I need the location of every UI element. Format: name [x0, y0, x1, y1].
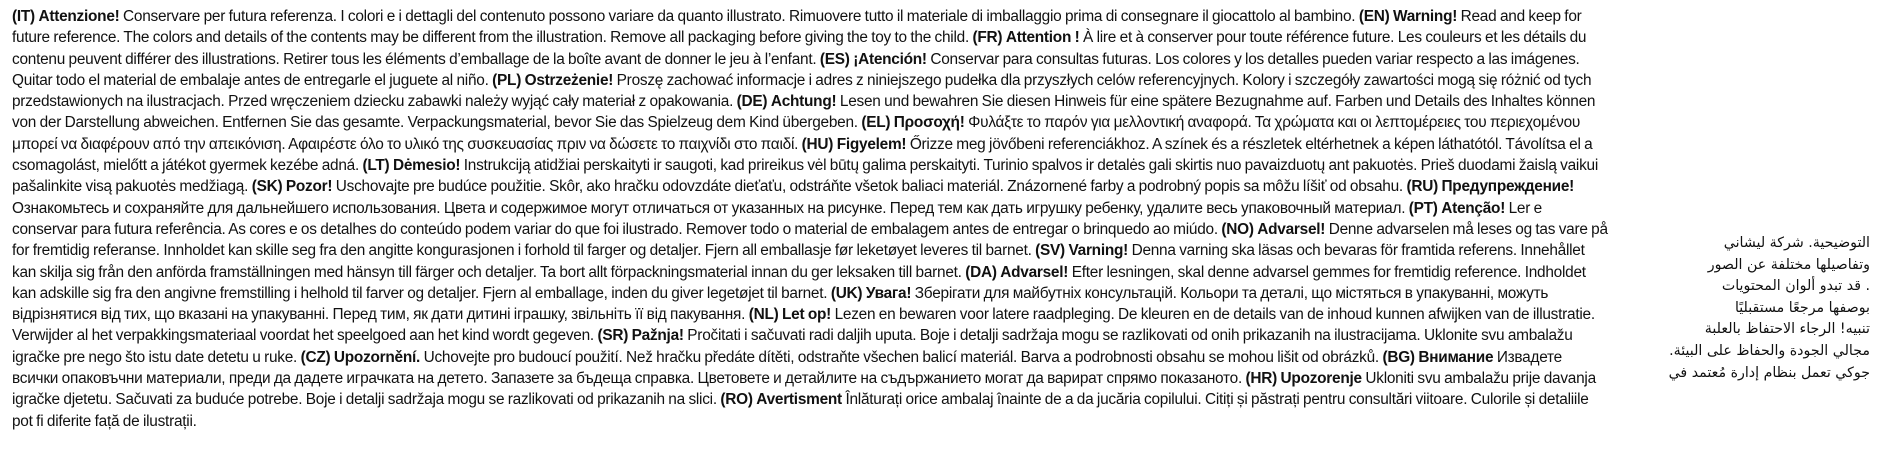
warning-heading: Upozorenje	[1280, 370, 1362, 388]
warning-cz	[301, 349, 1379, 366]
warning-heading: Achtung!	[770, 93, 837, 111]
warning-code: (NL)	[748, 306, 779, 324]
warning-text: Ler e conservar para futura referência. As cores e os detalhes do conteúdo podem variar do que foi ilustrado. Remover todo o material de embalagem antes de entregar o brinquedo ao miúdo.	[12, 199, 1542, 238]
warning-text: Read and keep for future reference. The colors and details of the contents may be different from the illustration. Remove all packaging before giving the toy to the child.	[12, 8, 1582, 47]
arabic-line: التوضيحية. شركة ليشاني	[1723, 235, 1870, 251]
warning-heading: Warning!	[1392, 8, 1458, 25]
warning-heading: Dėmesio!	[392, 157, 461, 175]
warning-text: Efter lesningen, skal denne advarsel gemmes for fremtidig reference. Indholdet kan adskille sig fra den angivne fremstilling i helhold til farver og detaljer. Fjern al emballage, inden du giver legetøjet til barnet.	[12, 263, 1586, 302]
warning-text: Conservare per futura referenza. I colori e i dettagli del contenuto possono variare da quanto illustrato. Rimuovere tutto il materiale di imballaggio prima di consegnare il giocattolo al bambino.	[123, 8, 1356, 25]
arabic-line: وتفاصيلها مختلفة عن الصور	[1707, 256, 1870, 273]
warning-text: Denne advarselen må leses og tas vare på for fremtidig referanse. Innholdet kan skille seg fra den angitte kongurasjonen i forhold til farger og detaljer. Fjern all emballasje før leketøyet leveres til barnet.	[12, 220, 1608, 260]
warning-code: (RO)	[720, 391, 753, 409]
warning-text: Őrizze meg jövőbeni referenciákhoz. A színek és a részletek eltérhetnek a képen láthatótól. Távolítsa el a csomagolást, mielőtt a játékot gyermek kezébe adná.	[12, 135, 1593, 175]
warning-code: (SK)	[251, 178, 283, 196]
warning-code: (IT)	[12, 8, 35, 25]
warning-text: Lezen en bewaren voor latere raadpleging. De kleuren en de details van de inhoud kunnen afwijken van de illustratie. Verwijder al het verpakkingsmateriaal voordat het speelgoed aan het kind wordt gegeven.	[12, 306, 1595, 345]
warning-code: (DE)	[736, 93, 768, 111]
warning-heading: Avertisment	[756, 391, 842, 409]
warning-code: (CZ)	[300, 348, 331, 366]
warning-text: À lire et à conserver pour toute référence future. Les couleurs et les détails du contenu peuvent différer des illustrations. Retirer tous les éléments d’emballage de la boîte avant de donner le jeu à l’enfant.	[12, 29, 1587, 68]
warning-sk	[252, 178, 1403, 195]
warning-text: Зберігати для майбутніх консультацій. Кольори та деталі, що містяться в упакуванні, можуть відрізнятися від тих, що вказані на упакуванні. Перед тим, як дати дитині іграшку, звільніть її від пакування.	[12, 284, 1549, 324]
warning-code: (HU)	[801, 135, 834, 153]
warning-text: Proszę zachować informacje i adres z niniejszego pudełka dla przyszłych celów referencyjnych. Kolory i szczegóły zawartości mogą się różnić od tych przedstawionych na ilustracjach. Przed wręczeniem dziecku zabawki należy wyjąć cały materiał z opakowania.	[12, 71, 1592, 111]
warning-heading: Предупреждение!	[1441, 178, 1575, 196]
arabic-warning-text	[1628, 233, 1870, 384]
warning-text: Uchovejte pro budoucí použití. Než hračku předáte dítěti, odstraňte všechen balicí materiál. Barva a podrobnosti obsahu se mohou lišit od obrázků.	[423, 348, 1379, 366]
warning-code: (BG)	[1382, 348, 1415, 366]
warning-text: Denna varning ska läsas och bevaras för framtida referens. Innehållet kan skilja sig från den anförda framställningen med hänsyn till färger och detaljer. Ta bort allt förpackningsmaterial innan du ger leksaken till barnet.	[12, 242, 1585, 281]
arabic-line: بوصفها مرجعًا مستقبليًا	[1734, 299, 1870, 316]
warning-code: (EN)	[1358, 8, 1390, 25]
warning-heading: Varning!	[1068, 242, 1129, 260]
warning-heading: Attenzione!	[38, 8, 120, 25]
warning-heading: Pozor!	[285, 178, 333, 196]
arabic-line: جوكي تعمل بنظام إدارة مُعتمد في	[1668, 364, 1870, 381]
warning-text: Uschovajte pre budúce použitie. Skôr, ako hračku odovzdáte dieťaťu, odstráňte všetok baliaci materiál. Znázornené farby a podrobný popis sa môžu líšiť od obsahu.	[335, 178, 1403, 196]
warning-text: Instrukciją atidžiai perskaityti ir saugoti, kad prireikus vėl būtų galima perskaityti. Turinio spalvos ir detalės gali skirtis nuo pavaizduotų ant pakuotės. Prieš duodami žaislą vaikui pašalinkite visą pakuotės medžiagą.	[12, 157, 1599, 196]
warning-code: (LT)	[362, 157, 390, 175]
warning-code: (ES)	[819, 50, 850, 68]
arabic-line: . قد تبدو ألوان المحتويات	[1721, 278, 1870, 295]
warning-code: (UK)	[830, 284, 863, 302]
warning-heading: ¡Atención!	[853, 50, 927, 68]
warning-heading: Attention !	[1005, 29, 1080, 47]
warning-code: (HR)	[1245, 370, 1278, 388]
warning-heading: Atenção!	[1441, 199, 1506, 217]
warning-code: (NO)	[1221, 220, 1254, 238]
warning-code: (DA)	[965, 263, 997, 281]
warning-heading: Ostrzeżenie!	[524, 71, 614, 89]
warning-code: (SV)	[1035, 242, 1065, 260]
warning-text: Lesen und bewahren Sie diesen Hinweis für eine spätere Bezugnahme auf. Farben und Details des Inhaltes können von der Darstellung abweichen. Entfernen Sie das gesamte. Verpackungsmaterial, bevor Sie das Spielzeug dem Kind übergeben.	[12, 93, 1596, 132]
warning-text: Φυλάξτε το παρόν για μελλοντική αναφορά. Τα χρώματα και οι λεπτομέρειες του περιεχομένου μπορεί να διαφέρουν από την απεικόνιση. Αφαιρέστε όλο το υλικό της συσκευασίας πριν να δώσετε το παιχνίδι στο παιδί.	[12, 114, 1581, 153]
warning-heading: Advarsel!	[1000, 263, 1069, 281]
warning-heading: Let op!	[782, 306, 832, 324]
warning-code: (PL)	[492, 71, 522, 89]
warning-code: (FR)	[972, 29, 1003, 47]
arabic-line: مجالي الجودة والحفاظ على البيئة.	[1669, 342, 1870, 359]
warning-code: (SR)	[597, 327, 629, 345]
warning-text: Ukloniti svu ambalažu prije davanja igračke djetetu. Sačuvati za buduće potrebe. Boje i detalji sadržaja mogu se razlikovati od prikazanih na slici.	[12, 370, 1596, 409]
warning-code: (RU)	[1406, 178, 1438, 196]
warning-code: (PT)	[1408, 199, 1438, 217]
multilingual-warning-text	[12, 6, 1610, 432]
warning-text: Pročitati i sačuvati radi daljih uputa. Boje i detalji sadržaja mogu se razlikovati od onih prikazanih na ilustracijama. Uklonite svu ambalažu igračke pre nego što istu date detetu u ruke.	[12, 327, 1573, 366]
warning-it	[12, 8, 1355, 25]
warning-heading: Figyelem!	[836, 135, 907, 153]
warning-heading: Увага!	[865, 284, 912, 302]
warning-heading: Προσοχή!	[893, 114, 965, 132]
warning-heading: Внимание	[1418, 348, 1494, 366]
warning-heading: Pažnja!	[631, 327, 684, 345]
warning-text: Înlăturați orice ambalaj înainte de a da jucăria copilului. Citiți și păstrați pentru consultări viitoare. Culorile și detaliile pot fi diferite față de ilustrații.	[12, 391, 1589, 430]
warning-text: Conservar para consultas futuras. Los colores y los detalles pueden variar respecto a las imágenes. Quitar todo el material de embalaje antes de entregarle el juguete al niño.	[12, 50, 1580, 89]
warning-heading: Advarsel!	[1257, 220, 1326, 238]
warning-text: Ознакомьтесь и сохраняйте для дальнейшего использования. Цвета и содержимое могут отличаться от указанных на рисунке. Перед тем как дать игрушку ребенку, удалите весь упаковочный материал.	[12, 199, 1406, 217]
arabic-line: تنبيه! الرجاء الاحتفاظ بالعلبة	[1704, 321, 1870, 338]
warning-heading: Upozornění.	[333, 348, 421, 366]
warning-code: (EL)	[861, 114, 891, 132]
warning-text: Извадете всички опаковъчни материали, преди да дадете играчката на детето. Запазете за бъдеща справка. Цветовете и детайлите на съдържанието могат да варират спрямо показаното.	[12, 348, 1562, 388]
